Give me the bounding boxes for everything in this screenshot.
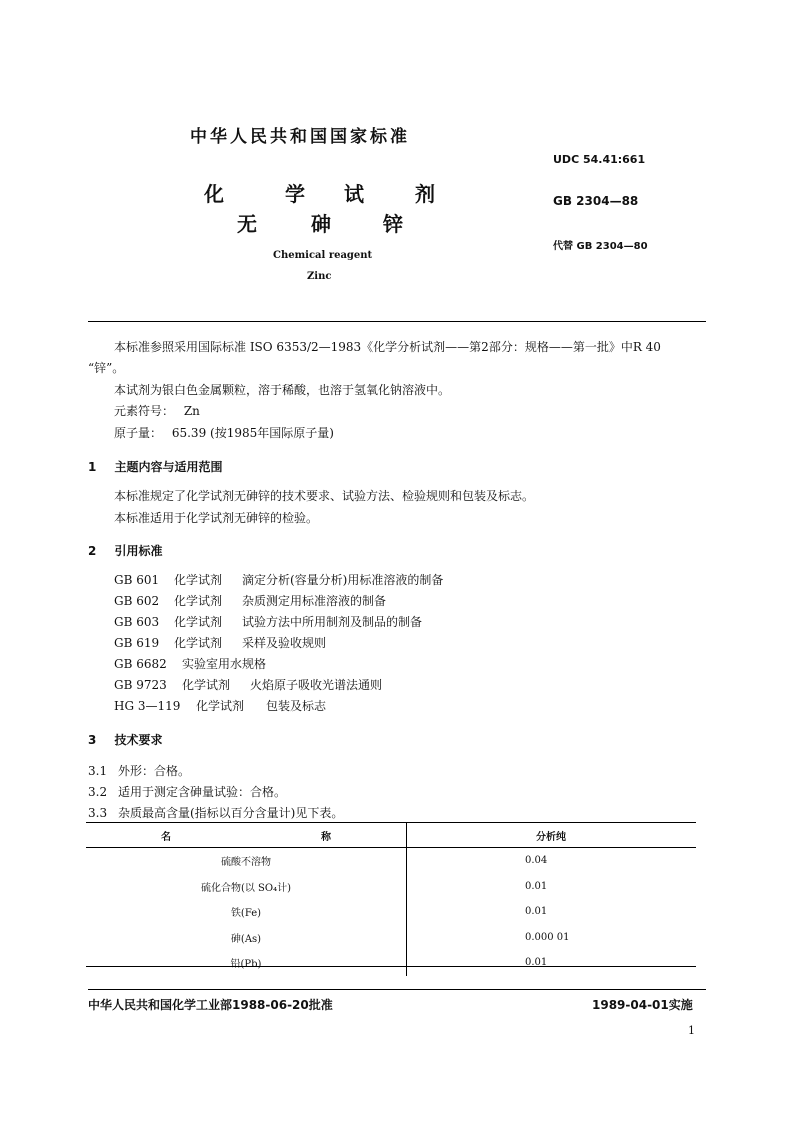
atomic-mass — [114, 424, 334, 441]
section-heading — [88, 542, 163, 559]
table-row: 铅(Pb) 0.01 — [86, 950, 696, 976]
requirement-item: 3.2 适用于测定含砷量试验：合格。 — [88, 785, 287, 799]
mass-label: 原子量： — [114, 426, 163, 440]
section-number: 2 — [88, 544, 97, 558]
table-row: 铁(Fe) 0.01 — [86, 899, 696, 925]
title-char: 试 — [344, 182, 364, 206]
gb-code: GB 2304—88 — [553, 194, 639, 208]
symbol-label: 元素符号： — [114, 404, 175, 418]
intro-paragraph-cont: “锌”。 — [88, 361, 125, 375]
header-divider — [88, 321, 706, 322]
section-number: 3 — [88, 733, 97, 747]
footer-divider — [88, 989, 706, 990]
element-symbol — [114, 402, 200, 419]
table-row: 硫酸不溶物 0.04 — [86, 848, 696, 874]
header-grade: 分析纯 — [407, 823, 697, 848]
section-title: 技术要求 — [114, 733, 163, 747]
replace-code: 代替 GB 2304—80 — [553, 241, 648, 252]
title-char: 锌 — [383, 212, 403, 236]
table-header-row — [86, 823, 696, 848]
section1-paragraph: 本标准适用于化学试剂无砷锌的检验。 — [114, 511, 319, 525]
title-char: 化 — [204, 182, 224, 206]
impurity-table — [86, 823, 696, 976]
english-title: Chemical reagent — [273, 250, 373, 261]
section-heading — [88, 458, 223, 475]
table-bottom-rule — [86, 966, 696, 967]
english-subtitle: Zinc — [307, 271, 332, 282]
reference-item: GB 9723 化学试剂 火焰原子吸收光谱法通则 — [114, 678, 383, 692]
section-heading — [88, 731, 163, 748]
page-number: 1 — [688, 1024, 695, 1037]
requirement-item: 3.1 外形：合格。 — [88, 764, 191, 778]
reference-item: GB 601 化学试剂 滴定分析(容量分析)用标准溶液的制备 — [114, 573, 444, 587]
symbol-value: Zn — [183, 404, 200, 418]
section-title: 主题内容与适用范围 — [114, 460, 223, 474]
reference-item: GB 6682 实验室用水规格 — [114, 657, 267, 671]
title-char: 学 — [285, 182, 305, 206]
table-row: 砷(As) 0.000 01 — [86, 925, 696, 951]
reference-item: GB 603 化学试剂 试验方法中所用制剂及制品的制备 — [114, 615, 423, 629]
reference-item: HG 3—119 化学试剂 包装及标志 — [114, 699, 327, 713]
title-char: 剂 — [415, 182, 435, 206]
table-row: 硫化合物(以 SO₄计) 0.01 — [86, 874, 696, 900]
approval-info: 中华人民共和国化学工业部1988-06-20批准 — [88, 998, 333, 1012]
header-name: 名 称 — [86, 823, 407, 848]
section-title: 引用标准 — [114, 544, 163, 558]
intro-description: 本试剂为银白色金属颗粒，溶于稀酸，也溶于氢氧化钠溶液中。 — [114, 383, 451, 397]
standard-title: 中华人民共和国国家标准 — [190, 127, 410, 147]
reference-item: GB 602 化学试剂 杂质测定用标准溶液的制备 — [114, 594, 387, 608]
title-char: 无 — [237, 212, 257, 236]
effective-date: 1989-04-01实施 — [592, 998, 693, 1012]
section-number: 1 — [88, 460, 97, 474]
section1-paragraph: 本标准规定了化学试剂无砷锌的技术要求、试验方法、检验规则和包装及标志。 — [114, 489, 535, 503]
requirement-item: 3.3 杂质最高含量(指标以百分含量计)见下表。 — [88, 806, 344, 820]
reference-item: GB 619 化学试剂 采样及验收规则 — [114, 636, 327, 650]
mass-value: 65.39 (按1985年国际原子量) — [171, 426, 334, 440]
intro-paragraph: 本标准参照采用国际标准 ISO 6353/2—1983《化学分析试剂——第2部分：规格——第一批》中R 40 — [114, 340, 661, 354]
udc-code: UDC 54.41:661 — [553, 153, 646, 166]
title-char: 砷 — [311, 212, 331, 236]
